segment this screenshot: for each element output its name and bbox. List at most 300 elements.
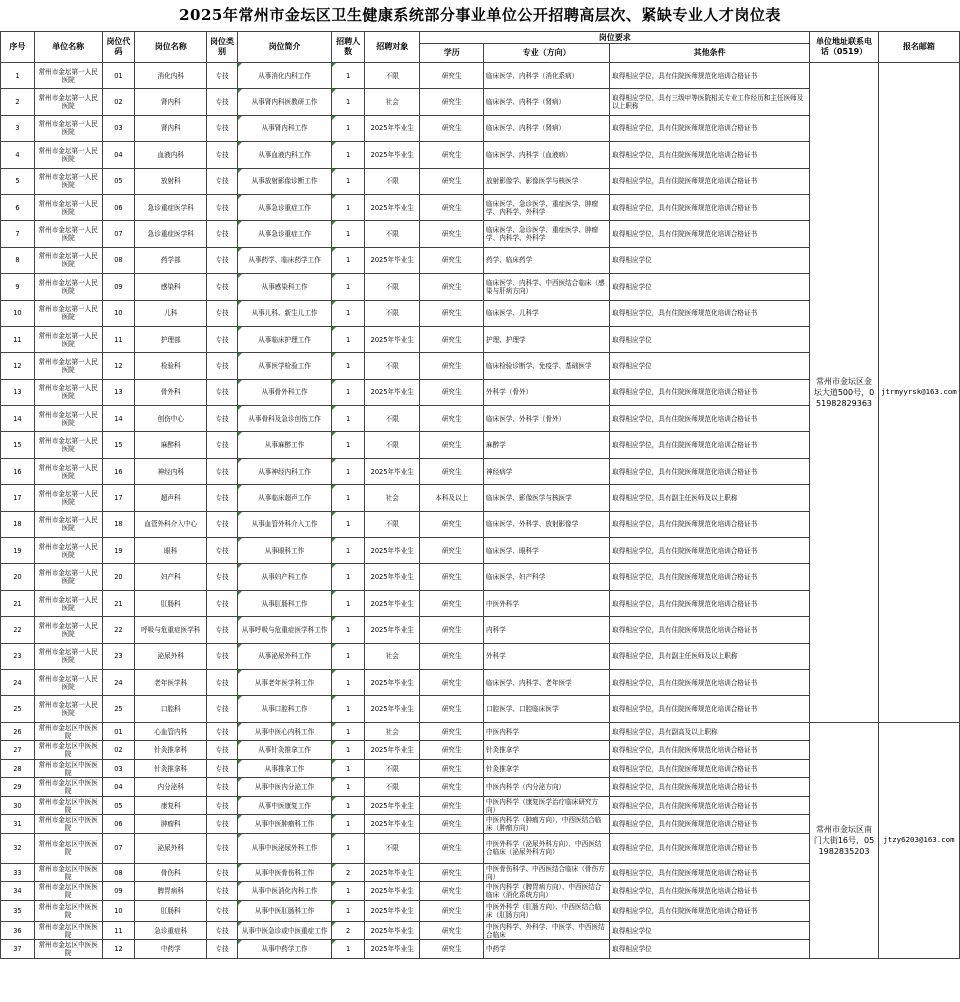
- cell-other: 取得相应学位，具有副高及以上职称: [610, 722, 810, 741]
- cell-name: 泌尿外科: [135, 833, 207, 863]
- cell-intro: 从事消化内科工作: [237, 63, 331, 89]
- cell-education: 研究生: [420, 759, 484, 778]
- cell-target: 2025年毕业生: [365, 921, 420, 940]
- cell-count: 1: [332, 833, 365, 863]
- cell-name: 肛肠科: [135, 900, 207, 921]
- cell-category: 专技: [207, 564, 238, 590]
- cell-education: 研究生: [420, 669, 484, 695]
- cell-unit: 常州市金坛第一人民医院: [34, 353, 102, 379]
- table-row: [1, 63, 960, 89]
- cell-target: 2025年毕业生: [365, 326, 420, 352]
- cell-category: 专技: [207, 194, 238, 220]
- cell-category: 专技: [207, 511, 238, 537]
- header-intro: 岗位简介: [237, 32, 331, 63]
- cell-major: 外科学: [484, 643, 610, 669]
- cell-major: 临床医学、外科学、放射影像学: [484, 511, 610, 537]
- cell-major: 中医外科学（泌尿外科方向）、中西医结合临床（泌尿外科方向）: [484, 833, 610, 863]
- cell-education: 研究生: [420, 247, 484, 273]
- cell-major: 外科学（骨外）: [484, 379, 610, 405]
- cell-category: 专技: [207, 142, 238, 168]
- cell-seq: 13: [1, 379, 35, 405]
- cell-education: 研究生: [420, 406, 484, 432]
- cell-other: 取得相应学位，具有住院医师规范化培训合格证书: [610, 900, 810, 921]
- cell-major: 药学、临床药学: [484, 247, 610, 273]
- cell-code: 03: [102, 115, 135, 141]
- cell-count: 1: [332, 759, 365, 778]
- cell-major: 针灸推拿学: [484, 741, 610, 760]
- cell-seq: 12: [1, 353, 35, 379]
- cell-education: 研究生: [420, 921, 484, 940]
- cell-target: 社会: [365, 722, 420, 741]
- cell-major: 临床医学、急诊医学、重症医学、肿瘤学、内科学、外科学: [484, 194, 610, 220]
- cell-intro: 从事骨科及急诊创伤工作: [237, 406, 331, 432]
- cell-seq: 32: [1, 833, 35, 863]
- cell-target: 2025年毕业生: [365, 815, 420, 834]
- cell-count: 1: [332, 643, 365, 669]
- cell-seq: 22: [1, 617, 35, 643]
- header-seq: 序号: [1, 32, 35, 63]
- cell-education: 研究生: [420, 115, 484, 141]
- cell-intro: 从事中医内分泌工作: [237, 778, 331, 797]
- cell-name: 血管外科介入中心: [135, 511, 207, 537]
- cell-intro: 从事泌尿外科工作: [237, 643, 331, 669]
- cell-unit: 常州市金坛区中医医院: [34, 741, 102, 760]
- cell-major: 中医内科学、外科学、中医学、中西医结合临床: [484, 921, 610, 940]
- cell-count: 1: [332, 63, 365, 89]
- cell-category: 专技: [207, 741, 238, 760]
- cell-major: 临床医学、影像医学与核医学: [484, 485, 610, 511]
- cell-unit: 常州市金坛第一人民医院: [34, 221, 102, 247]
- cell-code: 07: [102, 833, 135, 863]
- cell-major: 临床检验诊断学、免疫学、基础医学: [484, 353, 610, 379]
- cell-category: 专技: [207, 247, 238, 273]
- cell-seq: 34: [1, 882, 35, 901]
- cell-target: 2025年毕业生: [365, 115, 420, 141]
- cell-seq: 14: [1, 406, 35, 432]
- header-education: 学历: [420, 44, 484, 63]
- cell-seq: 36: [1, 921, 35, 940]
- cell-education: 研究生: [420, 89, 484, 115]
- cell-unit: 常州市金坛第一人民医院: [34, 247, 102, 273]
- cell-seq: 15: [1, 432, 35, 458]
- cell-code: 04: [102, 778, 135, 797]
- cell-seq: 6: [1, 194, 35, 220]
- cell-target: 2025年毕业生: [365, 379, 420, 405]
- cell-code: 20: [102, 564, 135, 590]
- cell-intro: 从事推拿工作: [237, 759, 331, 778]
- cell-target: 2025年毕业生: [365, 142, 420, 168]
- cell-other: 取得相应学位，具有住院医师规范化培训合格证书: [610, 669, 810, 695]
- cell-unit: 常州市金坛第一人民医院: [34, 326, 102, 352]
- cell-other: 取得相应学位: [610, 940, 810, 959]
- cell-education: 研究生: [420, 833, 484, 863]
- cell-target: 不限: [365, 833, 420, 863]
- cell-name: 急诊重症医学科: [135, 194, 207, 220]
- cell-unit: 常州市金坛第一人民医院: [34, 564, 102, 590]
- cell-other: 取得相应学位，具有住院医师规范化培训合格证书: [610, 221, 810, 247]
- header-unit: 单位名称: [34, 32, 102, 63]
- cell-intro: 从事肛肠科工作: [237, 590, 331, 616]
- cell-target: 2025年毕业生: [365, 696, 420, 722]
- cell-category: 专技: [207, 326, 238, 352]
- cell-intro: 从事中药学工作: [237, 940, 331, 959]
- cell-count: 1: [332, 406, 365, 432]
- cell-intro: 从事急诊重症工作: [237, 194, 331, 220]
- cell-education: 研究生: [420, 353, 484, 379]
- cell-code: 23: [102, 643, 135, 669]
- cell-count: 1: [332, 564, 365, 590]
- cell-code: 16: [102, 458, 135, 484]
- cell-intro: 从事妇产科工作: [237, 564, 331, 590]
- cell-code: 07: [102, 221, 135, 247]
- cell-other: 取得相应学位，具有三级甲等医院相关专业工作经历和主任医师及以上职称: [610, 89, 810, 115]
- cell-education: 研究生: [420, 882, 484, 901]
- cell-target: 不限: [365, 511, 420, 537]
- cell-target: 不限: [365, 353, 420, 379]
- header-count: 招聘人数: [332, 32, 365, 63]
- cell-major: 麻醉学: [484, 432, 610, 458]
- cell-seq: 9: [1, 274, 35, 300]
- cell-category: 专技: [207, 538, 238, 564]
- cell-name: 针灸推拿科: [135, 759, 207, 778]
- cell-category: 专技: [207, 115, 238, 141]
- cell-name: 妇产科: [135, 564, 207, 590]
- cell-category: 专技: [207, 643, 238, 669]
- cell-count: 1: [332, 796, 365, 815]
- cell-target: 不限: [365, 759, 420, 778]
- cell-target: 2025年毕业生: [365, 863, 420, 882]
- cell-intro: 从事中医骨伤科工作: [237, 863, 331, 882]
- cell-intro: 从事急诊重症工作: [237, 221, 331, 247]
- cell-unit: 常州市金坛第一人民医院: [34, 274, 102, 300]
- cell-category: 专技: [207, 89, 238, 115]
- cell-count: 1: [332, 274, 365, 300]
- cell-intro: 从事肾内科工作: [237, 115, 331, 141]
- cell-code: 11: [102, 326, 135, 352]
- cell-category: 专技: [207, 669, 238, 695]
- cell-code: 15: [102, 432, 135, 458]
- cell-other: 取得相应学位，具有住院医师规范化培训合格证书: [610, 815, 810, 834]
- cell-intro: 从事临床护理工作: [237, 326, 331, 352]
- cell-target: 2025年毕业生: [365, 590, 420, 616]
- cell-count: 1: [332, 89, 365, 115]
- cell-name: 康复科: [135, 796, 207, 815]
- cell-intro: 从事骨外科工作: [237, 379, 331, 405]
- cell-other: 取得相应学位，具有住院医师规范化培训合格证书: [610, 617, 810, 643]
- cell-code: 14: [102, 406, 135, 432]
- cell-unit: 常州市金坛区中医医院: [34, 778, 102, 797]
- cell-other: 取得相应学位: [610, 247, 810, 273]
- cell-name: 检验科: [135, 353, 207, 379]
- cell-major: 放射影像学、影像医学与核医学: [484, 168, 610, 194]
- cell-count: 1: [332, 815, 365, 834]
- cell-unit: 常州市金坛第一人民医院: [34, 63, 102, 89]
- cell-other: 取得相应学位，具有住院医师规范化培训合格证书: [610, 406, 810, 432]
- cell-name: 神经内科: [135, 458, 207, 484]
- cell-seq: 7: [1, 221, 35, 247]
- header-email: 报名邮箱: [878, 32, 959, 63]
- cell-category: 专技: [207, 863, 238, 882]
- cell-name: 肾内科: [135, 115, 207, 141]
- cell-education: 研究生: [420, 863, 484, 882]
- cell-name: 口腔科: [135, 696, 207, 722]
- cell-unit: 常州市金坛第一人民医院: [34, 142, 102, 168]
- cell-seq: 31: [1, 815, 35, 834]
- cell-education: 研究生: [420, 940, 484, 959]
- cell-major: 临床医学、外科学（骨外）: [484, 406, 610, 432]
- cell-name: 骨伤科: [135, 863, 207, 882]
- cell-major: 护理、护理学: [484, 326, 610, 352]
- cell-major: 临床医学、内科学（肾病）: [484, 89, 610, 115]
- cell-intro: 从事眼科工作: [237, 538, 331, 564]
- header-major: 专业（方向）: [484, 44, 610, 63]
- cell-name: 老年医学科: [135, 669, 207, 695]
- header-contact: 单位地址联系电话（0519）: [810, 32, 879, 63]
- cell-unit: 常州市金坛第一人民医院: [34, 696, 102, 722]
- cell-name: 护理部: [135, 326, 207, 352]
- cell-unit: 常州市金坛第一人民医院: [34, 617, 102, 643]
- cell-seq: 20: [1, 564, 35, 590]
- cell-unit: 常州市金坛区中医医院: [34, 833, 102, 863]
- cell-name: 呼吸与危重症医学科: [135, 617, 207, 643]
- cell-name: 儿科: [135, 300, 207, 326]
- cell-count: 1: [332, 900, 365, 921]
- cell-major: 中医内科学: [484, 722, 610, 741]
- cell-category: 专技: [207, 274, 238, 300]
- header-other: 其他条件: [610, 44, 810, 63]
- cell-code: 24: [102, 669, 135, 695]
- cell-count: 1: [332, 247, 365, 273]
- cell-education: 研究生: [420, 564, 484, 590]
- cell-major: 中医内科学（脾胃病方向）、中西医结合临床（消化系统方向）: [484, 882, 610, 901]
- cell-target: 社会: [365, 485, 420, 511]
- cell-name: 针灸推拿科: [135, 741, 207, 760]
- cell-other: 取得相应学位，具有住院医师规范化培训合格证书: [610, 741, 810, 760]
- cell-other: 取得相应学位，具有住院医师规范化培训合格证书: [610, 778, 810, 797]
- cell-category: 专技: [207, 379, 238, 405]
- cell-target: 不限: [365, 274, 420, 300]
- cell-name: 眼科: [135, 538, 207, 564]
- cell-intro: 从事血管外科介入工作: [237, 511, 331, 537]
- cell-category: 专技: [207, 722, 238, 741]
- cell-other: 取得相应学位，具有住院医师规范化培训合格证书: [610, 115, 810, 141]
- cell-code: 12: [102, 353, 135, 379]
- cell-name: 肾内科: [135, 89, 207, 115]
- cell-category: 专技: [207, 921, 238, 940]
- cell-seq: 16: [1, 458, 35, 484]
- cell-other: 取得相应学位，具有住院医师规范化培训合格证书: [610, 63, 810, 89]
- header-requirements: 岗位要求: [420, 32, 810, 44]
- cell-education: 研究生: [420, 511, 484, 537]
- cell-education: 研究生: [420, 643, 484, 669]
- cell-target: 2025年毕业生: [365, 617, 420, 643]
- cell-code: 08: [102, 247, 135, 273]
- cell-seq: 29: [1, 778, 35, 797]
- cell-intro: 从事药学、临床药学工作: [237, 247, 331, 273]
- cell-intro: 从事感染科工作: [237, 274, 331, 300]
- cell-count: 2: [332, 863, 365, 882]
- cell-code: 18: [102, 511, 135, 537]
- cell-major: 临床医学、眼科学: [484, 538, 610, 564]
- cell-intro: 从事老年医学科工作: [237, 669, 331, 695]
- cell-intro: 从事神经内科工作: [237, 458, 331, 484]
- cell-category: 专技: [207, 778, 238, 797]
- table-row: [1, 722, 960, 741]
- cell-name: 脾胃病科: [135, 882, 207, 901]
- cell-unit: 常州市金坛第一人民医院: [34, 379, 102, 405]
- cell-education: 研究生: [420, 326, 484, 352]
- cell-seq: 18: [1, 511, 35, 537]
- cell-name: 创伤中心: [135, 406, 207, 432]
- cell-seq: 4: [1, 142, 35, 168]
- cell-seq: 30: [1, 796, 35, 815]
- cell-major: 临床医学、儿科学: [484, 300, 610, 326]
- cell-category: 专技: [207, 796, 238, 815]
- cell-intro: 从事肾内科医教研工作: [237, 89, 331, 115]
- cell-unit: 常州市金坛第一人民医院: [34, 406, 102, 432]
- cell-unit: 常州市金坛区中医医院: [34, 921, 102, 940]
- cell-count: 1: [332, 778, 365, 797]
- cell-count: 1: [332, 882, 365, 901]
- cell-seq: 35: [1, 900, 35, 921]
- cell-code: 02: [102, 89, 135, 115]
- cell-intro: 从事呼吸与危重症医学科工作: [237, 617, 331, 643]
- cell-unit: 常州市金坛区中医医院: [34, 796, 102, 815]
- cell-other: 取得相应学位，具有住院医师规范化培训合格证书: [610, 194, 810, 220]
- cell-seq: 25: [1, 696, 35, 722]
- cell-major: 临床医学、内科学（消化系病）: [484, 63, 610, 89]
- cell-code: 06: [102, 194, 135, 220]
- cell-name: 心血管内科: [135, 722, 207, 741]
- cell-seq: 26: [1, 722, 35, 741]
- cell-code: 10: [102, 900, 135, 921]
- cell-major: 临床医学、内科学（肾病）: [484, 115, 610, 141]
- cell-major: 临床医学、内科学、中西医结合临床（感染与肝病方向）: [484, 274, 610, 300]
- cell-education: 研究生: [420, 741, 484, 760]
- cell-code: 09: [102, 274, 135, 300]
- cell-other: 取得相应学位，具有住院医师规范化培训合格证书: [610, 511, 810, 537]
- cell-intro: 从事临床超声工作: [237, 485, 331, 511]
- cell-seq: 11: [1, 326, 35, 352]
- cell-unit: 常州市金坛区中医医院: [34, 863, 102, 882]
- cell-major: 中医内科学（肿瘤方向）、中西医结合临床（肿瘤方向）: [484, 815, 610, 834]
- cell-major: 中医内科学（康复医学治疗临床研究方向）: [484, 796, 610, 815]
- cell-other: 取得相应学位，具有住院医师规范化培训合格证书: [610, 590, 810, 616]
- cell-target: 不限: [365, 406, 420, 432]
- cell-education: 研究生: [420, 778, 484, 797]
- cell-email: jtzy6203@163.com: [878, 722, 959, 958]
- cell-education: 研究生: [420, 63, 484, 89]
- cell-count: 1: [332, 538, 365, 564]
- cell-intro: 从事中医泌尿外科工作: [237, 833, 331, 863]
- cell-unit: 常州市金坛第一人民医院: [34, 432, 102, 458]
- cell-name: 内分泌科: [135, 778, 207, 797]
- cell-education: 研究生: [420, 815, 484, 834]
- cell-major: 中医内科学（内分泌方向）: [484, 778, 610, 797]
- cell-code: 05: [102, 168, 135, 194]
- cell-unit: 常州市金坛区中医医院: [34, 940, 102, 959]
- cell-count: 1: [332, 940, 365, 959]
- cell-count: 1: [332, 221, 365, 247]
- cell-count: 1: [332, 379, 365, 405]
- cell-education: 研究生: [420, 796, 484, 815]
- cell-count: 1: [332, 669, 365, 695]
- cell-code: 05: [102, 796, 135, 815]
- page-title: 2025年常州市金坛区卫生健康系统部分事业单位公开招聘高层次、紧缺专业人才岗位表: [179, 6, 781, 24]
- cell-other: 取得相应学位，具有住院医师规范化培训合格证书: [610, 538, 810, 564]
- cell-name: 消化内科: [135, 63, 207, 89]
- cell-intro: 从事中医肛肠科工作: [237, 900, 331, 921]
- cell-name: 感染科: [135, 274, 207, 300]
- cell-unit: 常州市金坛第一人民医院: [34, 168, 102, 194]
- cell-count: 1: [332, 458, 365, 484]
- cell-education: 研究生: [420, 379, 484, 405]
- cell-seq: 23: [1, 643, 35, 669]
- cell-unit: 常州市金坛第一人民医院: [34, 458, 102, 484]
- cell-category: 专技: [207, 168, 238, 194]
- cell-other: 取得相应学位，具有住院医师规范化培训合格证书: [610, 696, 810, 722]
- cell-unit: 常州市金坛区中医医院: [34, 759, 102, 778]
- cell-unit: 常州市金坛第一人民医院: [34, 643, 102, 669]
- cell-intro: 从事中医心内科工作: [237, 722, 331, 741]
- cell-name: 急诊重症医学科: [135, 221, 207, 247]
- cell-count: 1: [332, 511, 365, 537]
- cell-code: 09: [102, 882, 135, 901]
- cell-other: 取得相应学位: [610, 274, 810, 300]
- cell-name: 骨外科: [135, 379, 207, 405]
- cell-target: 不限: [365, 63, 420, 89]
- cell-contact: 常州市金坛区金坛大道500号，0519828293​63: [810, 63, 879, 723]
- cell-education: 研究生: [420, 194, 484, 220]
- cell-intro: 从事针灸推拿工作: [237, 741, 331, 760]
- cell-other: 取得相应学位: [610, 921, 810, 940]
- cell-count: 1: [332, 142, 365, 168]
- cell-code: 01: [102, 722, 135, 741]
- cell-other: 取得相应学位，具有住院医师规范化培训合格证书: [610, 833, 810, 863]
- cell-count: 1: [332, 194, 365, 220]
- cell-intro: 从事中医肿瘤科工作: [237, 815, 331, 834]
- cell-education: 研究生: [420, 696, 484, 722]
- cell-target: 2025年毕业生: [365, 940, 420, 959]
- cell-other: 取得相应学位，具有住院医师规范化培训合格证书: [610, 379, 810, 405]
- cell-category: 专技: [207, 815, 238, 834]
- cell-seq: 17: [1, 485, 35, 511]
- cell-major: 中医外科学（肛肠方向）、中西医结合临床（肛肠方向）: [484, 900, 610, 921]
- cell-major: 临床医学、内科学（血液病）: [484, 142, 610, 168]
- cell-major: 针灸推拿学: [484, 759, 610, 778]
- cell-education: 研究生: [420, 458, 484, 484]
- cell-other: 取得相应学位，具有住院医师规范化培训合格证书: [610, 432, 810, 458]
- cell-code: 13: [102, 379, 135, 405]
- cell-other: 取得相应学位: [610, 326, 810, 352]
- cell-other: 取得相应学位，具有住院医师规范化培训合格证书: [610, 863, 810, 882]
- cell-name: 药学部: [135, 247, 207, 273]
- cell-major: 内科学: [484, 617, 610, 643]
- cell-education: 研究生: [420, 538, 484, 564]
- cell-count: 2: [332, 921, 365, 940]
- cell-category: 专技: [207, 432, 238, 458]
- cell-other: 取得相应学位，具有住院医师规范化培训合格证书: [610, 564, 810, 590]
- cell-code: 01: [102, 63, 135, 89]
- cell-name: 中药学: [135, 940, 207, 959]
- cell-seq: 1: [1, 63, 35, 89]
- cell-other: 取得相应学位，具有住院医师规范化培训合格证书: [610, 759, 810, 778]
- cell-seq: 3: [1, 115, 35, 141]
- cell-intro: 从事中医消化内科工作: [237, 882, 331, 901]
- cell-contact: 常州市金坛区南门大街16号，051982835203: [810, 722, 879, 958]
- cell-major: 中药学: [484, 940, 610, 959]
- cell-count: 1: [332, 168, 365, 194]
